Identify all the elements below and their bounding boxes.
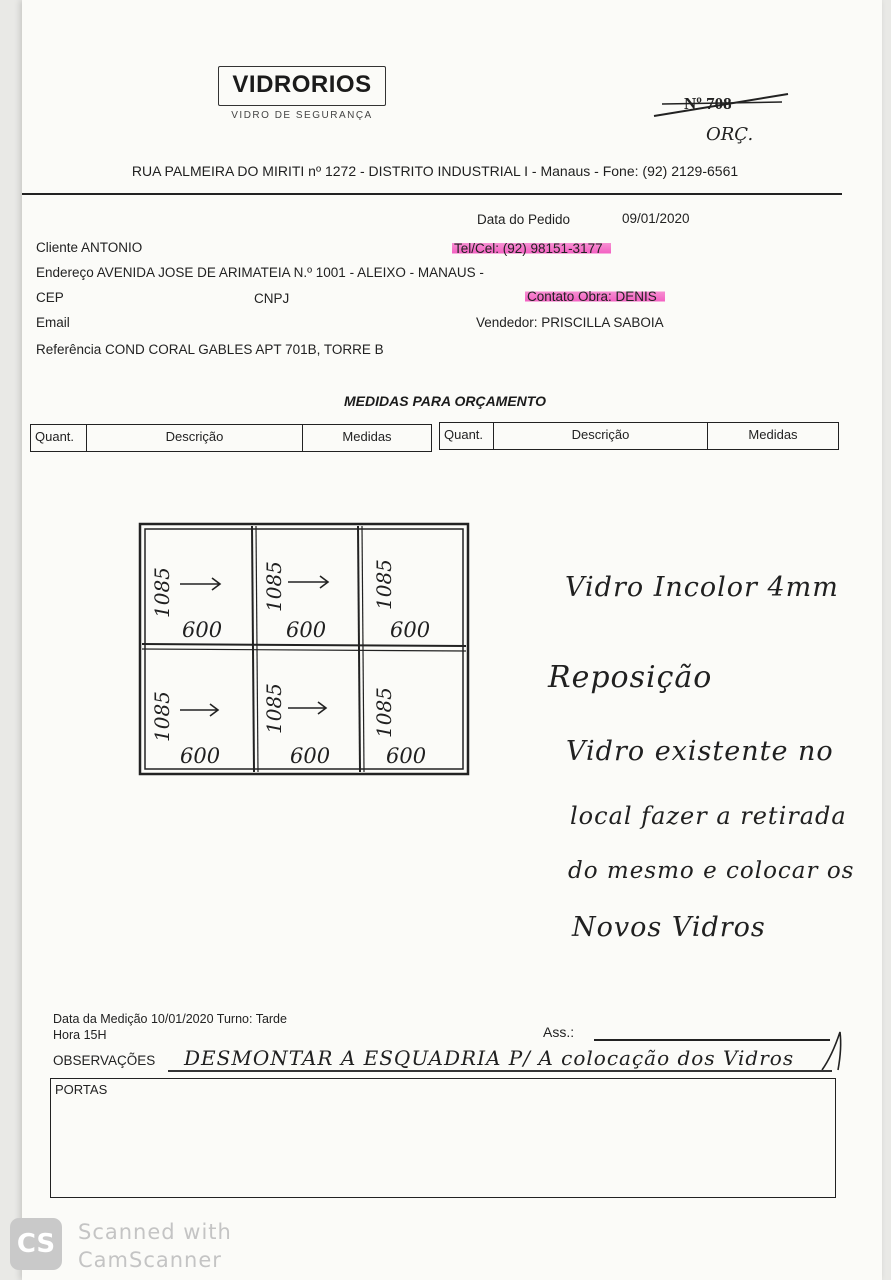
col-description: Descrição <box>87 425 303 451</box>
cell-4-height: 1085 <box>150 691 174 742</box>
measurement-time: Hora 15H <box>53 1028 107 1042</box>
observations-label: OBSERVAÇÕES <box>53 1053 156 1068</box>
header-divider <box>22 193 842 195</box>
col-quant: Quant. <box>440 423 494 449</box>
cell-6-height: 1085 <box>372 687 396 738</box>
note-new-glass: Novos Vidros <box>572 912 766 943</box>
doors-box <box>50 1078 836 1198</box>
contact-highlight: Contato Obra: DENIS <box>525 289 665 304</box>
order-number: Nº 708 <box>684 94 732 113</box>
client-field: Cliente ANTONIO <box>36 240 143 255</box>
note-existing: Vidro existente no <box>566 736 834 767</box>
cell-1-width: 600 <box>182 618 223 642</box>
cell-1-height: 1085 <box>150 567 174 618</box>
order-date-value: 09/01/2020 <box>622 211 690 226</box>
note-local: local fazer a retirada <box>570 802 847 830</box>
cell-5-width: 600 <box>290 744 331 768</box>
reference-field: Referência COND CORAL GABLES APT 701B, TORRE B <box>36 342 384 357</box>
camscanner-text <box>78 1218 232 1274</box>
measurements-title: MEDIDAS PARA ORÇAMENTO <box>344 393 546 409</box>
col-measures: Medidas <box>748 427 798 442</box>
site-contact-field <box>525 289 665 304</box>
measurement-date: Data da Medição 10/01/2020 Turno: Tarde <box>53 1012 287 1026</box>
cell-3-height: 1085 <box>372 559 396 610</box>
camscanner-watermark <box>6 1214 246 1274</box>
cep-field: CEP <box>36 290 64 305</box>
note-glass-type: Vidro Incolor 4mm <box>565 572 839 603</box>
cell-6-width: 600 <box>386 744 427 768</box>
note-remove: do mesmo e colocar os <box>568 858 855 884</box>
order-date-label: Data do Pedido <box>477 212 571 227</box>
camscanner-logo-icon: CS <box>10 1218 62 1270</box>
window-sketch <box>138 520 470 778</box>
observations-handwritten: DESMONTAR A ESQUADRIA P/ A colocação dos Vidros <box>184 1046 795 1070</box>
note-replacement: Reposição <box>548 660 713 695</box>
col-description: Descrição <box>494 423 708 449</box>
doors-label: PORTAS <box>55 1082 108 1097</box>
phone-highlight: Tel/Cel: (92) 98151-3177 <box>452 241 611 256</box>
signature-line <box>594 1039 830 1041</box>
col-measures: Medidas <box>342 429 392 444</box>
sketch-frame <box>138 520 470 778</box>
email-field: Email <box>36 315 70 330</box>
cnpj-field: CNPJ <box>254 291 290 306</box>
signature-mark <box>818 1026 858 1076</box>
cell-2-height: 1085 <box>262 561 286 612</box>
brand-tagline: VIDRO DE SEGURANÇA <box>231 110 373 121</box>
brand-logo: VIDRORIOS <box>232 71 372 98</box>
number-strikethrough <box>652 88 792 128</box>
signature-label: Ass.: <box>543 1024 575 1040</box>
camscanner-line-2: CamScanner <box>78 1248 222 1272</box>
col-quant: Quant. <box>31 425 87 451</box>
cell-3-width: 600 <box>390 618 431 642</box>
measurements-table-right <box>439 422 839 450</box>
camscanner-line-1: Scanned with <box>78 1220 232 1244</box>
cell-2-width: 600 <box>286 618 327 642</box>
observations-line <box>168 1070 832 1072</box>
cell-5-height: 1085 <box>262 683 286 734</box>
orc-mark: ORÇ. <box>706 124 754 145</box>
address-field: Endereço AVENIDA JOSE DE ARIMATEIA N.º 1001 - ALEIXO - MANAUS - <box>36 265 484 280</box>
cell-4-width: 600 <box>180 744 221 768</box>
measurements-table-left <box>30 424 432 452</box>
salesperson-field: Vendedor: PRISCILLA SABOIA <box>476 315 664 330</box>
company-address: RUA PALMEIRA DO MIRITI nº 1272 - DISTRITO INDUSTRIAL I - Manaus - Fone: (92) 2129-6561 <box>131 163 739 179</box>
phone-field <box>452 241 611 256</box>
